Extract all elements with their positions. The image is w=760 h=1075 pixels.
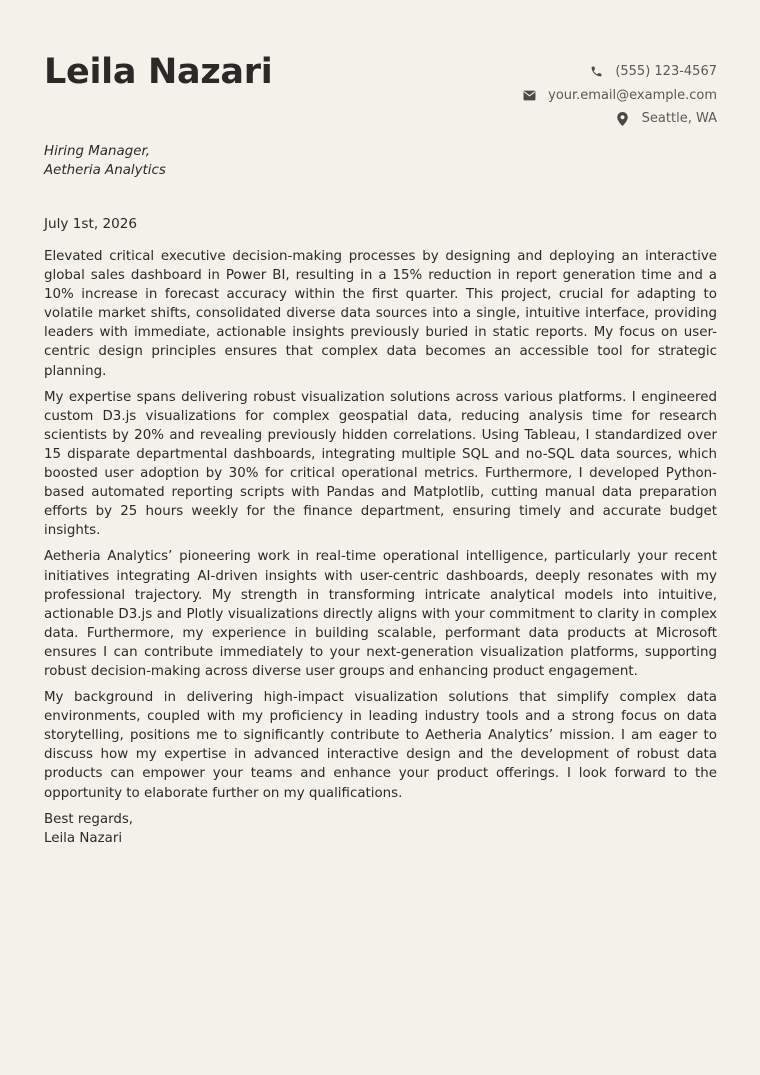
- phone-icon: [589, 65, 603, 79]
- cover-letter: [44, 50, 717, 848]
- body-paragraph-3: Aetheria Analytics’ pioneering work in real-time operational intelligence, particularly your recent initiatives integrating AI-driven insights with user-centric dashboards, deeply resonates with my professional trajectory. My strength in transforming intricate analytical models into intuitive, actionable D3.js and Plotly visualizations directly aligns with your commitment to clarity in complex data. Furthermore, my experience in building scalable, performant data products at Microsoft ensures I can contribute immediately to your next-generation visualization platforms, supporting robust decision-making across diverse user groups and enhancing product engagement.: [44, 549, 717, 679]
- contact-phone-row: [522, 60, 717, 84]
- letter-body: [44, 247, 717, 803]
- contact-email[interactable]: your.email@example.com: [548, 87, 717, 103]
- contact-block: [522, 60, 717, 131]
- body-paragraph-1: Elevated critical executive decision-making processes by designing and deploying an interactive global sales dashboard in Power BI, resulting in a 15% reduction in report generation time and a 10% increase in forecast accuracy within the first quarter. This project, crucial for adapting to volatile market shifts, consolidated diverse data sources into a single, intuitive interface, providing leaders with immediate, actionable insights previously buried in static reports. My focus on user-centric design principles ensures that complex data becomes an accessible tool for strategic planning.: [44, 249, 717, 379]
- map-pin-icon: [616, 112, 630, 126]
- envelope-icon: [522, 88, 536, 102]
- recipient-title: Hiring Manager,: [44, 144, 150, 159]
- letter-header: [44, 50, 717, 138]
- contact-location-row: [522, 107, 717, 131]
- closing-block: [44, 810, 717, 848]
- body-paragraph-2: My expertise spans delivering robust visualization solutions across various platforms. I engineered custom D3.js visualizations for complex geospatial data, reducing analysis time for research scientists by 20% and revealing previously hidden correlations. Using Tableau, I standardized over 15 disparate departmental dashboards, integrating multiple SQL and no-SQL data sources, which boosted user adoption by 30% for critical operational metrics. Furthermore, I developed Python-based automated reporting scripts with Pandas and Matplotlib, cutting manual data preparation efforts by 25 hours weekly for the finance department, ensuring timely and accurate budget insights.: [44, 389, 717, 539]
- closing-signature: Leila Nazari: [44, 830, 123, 846]
- contact-location: Seattle, WA: [641, 111, 717, 127]
- applicant-name: Leila Nazari: [44, 52, 273, 92]
- closing-salutation: Best regards,: [44, 811, 134, 827]
- contact-phone[interactable]: (555) 123-4567: [615, 64, 717, 80]
- recipient-block: [44, 142, 717, 180]
- contact-email-row: [522, 84, 717, 108]
- letter-date: July 1st, 2026: [44, 216, 138, 232]
- recipient-company: Aetheria Analytics: [44, 163, 166, 178]
- body-paragraph-4: My background in delivering high-impact visualization solutions that simplify complex data environments, coupled with my proficiency in leading industry tools and a strong focus on data storytelling, positions me to significantly contribute to Aetheria Analytics’ mission. I am eager to discuss how my expertise in advanced interactive design and the development of robust data products can empower your teams and enhance your product offerings. I look forward to the opportunity to elaborate further on my qualifications.: [44, 690, 717, 801]
